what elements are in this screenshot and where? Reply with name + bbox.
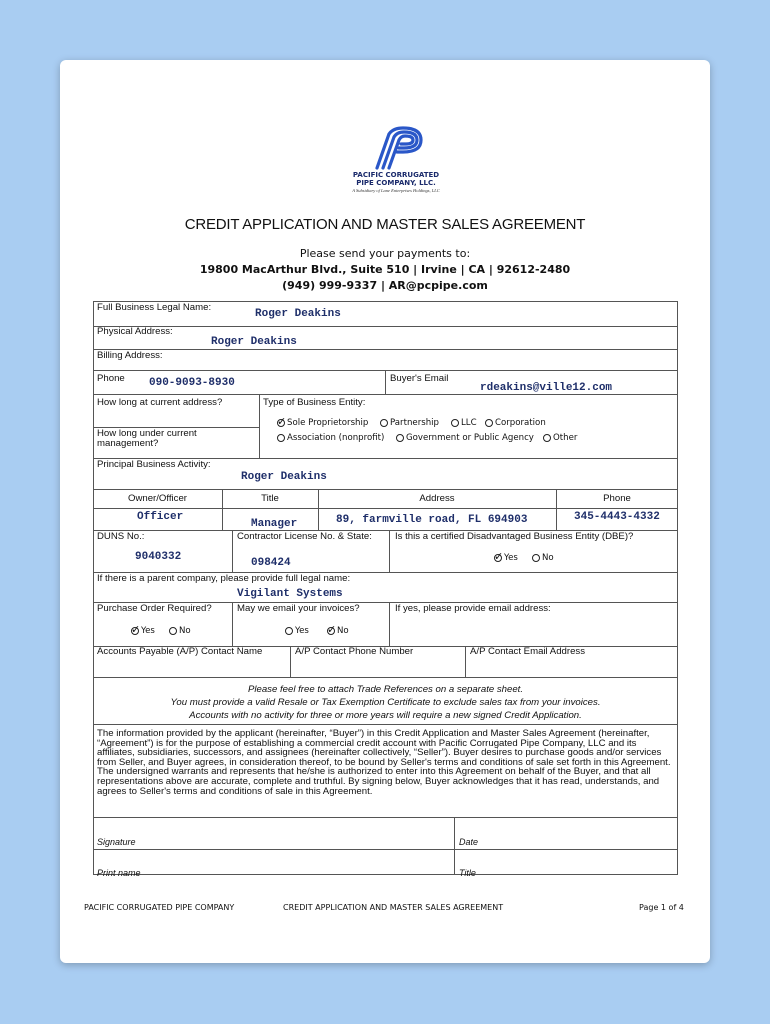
entity-option-llc[interactable]: LLC [451,418,477,428]
officer-header-address: Address [419,493,455,504]
footer-page-number: Page 1 of 4 [639,903,684,912]
entity-option-corporation[interactable]: Corporation [485,418,546,428]
officer-phone-field[interactable]: 345-4443-4332 [574,511,660,523]
check-icon: ✓ [327,623,337,636]
radio-selected-icon [277,415,287,428]
legal-name-label: Full Business Legal Name: [97,302,212,313]
officer-title-field[interactable]: Manager [251,518,298,530]
po-no-option[interactable]: No [169,626,191,636]
payment-address: 19800 MacArthur Blvd., Suite 510 | Irvine | CA | 92612-2480 [199,263,571,276]
parent-company-label: If there is a parent company, please provide full legal name: [97,573,351,584]
entity-option-association[interactable]: Association (nonprofit) [277,433,384,443]
logo-name-line1: PACIFIC CORRUGATED [352,171,440,179]
radio-icon [532,554,540,562]
payment-intro: Please send your payments to: [299,247,471,260]
footer-document-title: CREDIT APPLICATION AND MASTER SALES AGREEMENT [283,903,504,912]
radio-icon [543,434,551,442]
entity-option-other[interactable]: Other [543,433,577,443]
officer-role-field[interactable]: Officer [137,511,184,523]
principal-activity-label: Principal Business Activity: [97,459,211,470]
logo-name-line2: PIPE COMPANY, LLC. [356,179,436,187]
note-inactive-accounts: Accounts with no activity for three or more years will require a new signed Credit Application. [189,710,582,721]
print-name-field[interactable]: Print name [97,868,141,878]
radio-icon [451,419,459,427]
payment-contact: (949) 999-9337 | AR@pcpipe.com [282,279,488,292]
principal-activity-field[interactable]: Roger Deakins [241,471,327,483]
ap-contact-name-label: Accounts Payable (A/P) Contact Name [97,646,263,657]
dbe-no-option[interactable]: No [532,553,554,563]
legal-name-field[interactable]: Roger Deakins [255,308,341,320]
company-logo [326,126,476,196]
time-at-address-label: How long at current address? [97,397,223,408]
officer-address-field[interactable]: 89, farmville road, FL 694903 [336,514,528,526]
parent-company-field[interactable]: Vigilant Systems [237,588,343,600]
radio-icon [485,419,493,427]
email-invoices-label: May we email your invoices? [237,603,360,614]
radio-icon [277,434,285,442]
radio-icon [285,627,293,635]
entity-option-government[interactable]: Government or Public Agency [396,433,534,443]
radio-selected-icon [494,550,504,563]
ap-contact-email-label: A/P Contact Email Address [470,646,586,657]
physical-address-label: Physical Address: [97,326,173,337]
credit-application-form [93,301,678,878]
phone-label: Phone [97,373,125,384]
officer-header-owner: Owner/Officer [127,493,187,504]
email-invoices-yes-option[interactable]: Yes [285,626,309,636]
email-invoices-no-option[interactable]: ✓ No [327,623,349,636]
po-yes-option[interactable]: ✓ Yes [131,623,155,636]
phone-field[interactable]: 090-9093-8930 [149,377,235,389]
radio-selected-icon [327,623,337,636]
title-field[interactable]: Title [459,868,476,878]
logo-subsidiary-line: A Subsidiary of Lane Enterprises Holdings, LLC [352,188,440,193]
check-icon: ✓ [131,623,141,636]
footer-company: PACIFIC CORRUGATED PIPE COMPANY [84,903,235,912]
dbe-yes-option[interactable]: ✓ Yes [494,550,518,563]
contractor-license-label: Contractor License No. & State: [237,531,372,542]
physical-address-field[interactable]: Roger Deakins [211,336,297,348]
buyer-email-label: Buyer's Email [390,373,449,384]
buyer-email-field[interactable]: rdeakins@ville12.com [480,382,613,394]
duns-label: DUNS No.: [97,531,145,542]
duns-field[interactable]: 9040332 [135,551,182,563]
agreement-text: The information provided by the applicant (hereinafter, “Buyer”) in this Credit Application and Master Sales Agreement (hereinafter, “Agreement”) is for the purpose of establishing a commercial credit account with Pacific Corrugated Pipe Company, LLC and its affiliates, subsidiaries, successors, and assignees (hereinafter collectively, “Seller”). Buyer desires to purchase goods and/or services from Seller, and Buyer agrees, in consideration thereof, to be bound by Seller's terms and conditions of sale set forth in this Agreement. The undersigned warrants and represents that he/she is authorized to enter into this Agreement on behalf of the Buyer, and that all representations above are accurate, complete and truthful. By signing below, Buyer acknowledges that it has read, understands, and agrees to Seller's terms and conditions of sale in this Agreement. [97,728,671,797]
signature-field[interactable]: Signature [97,837,136,847]
dbe-label: Is this a certified Disadvantaged Business Entity (DBE)? [395,531,634,542]
entity-type-label: Type of Business Entity: [263,397,366,408]
contractor-license-field[interactable]: 098424 [251,557,291,569]
billing-address-label: Billing Address: [97,350,163,361]
pipe-logo-icon [371,126,431,170]
radio-selected-icon [131,623,141,636]
radio-icon [396,434,404,442]
note-tax-exemption: You must provide a valid Resale or Tax Exemption Certificate to exclude sales tax from your invoices. [170,697,601,708]
check-icon: ✓ [494,550,504,563]
radio-icon [169,627,177,635]
check-icon: ✓ [277,415,287,428]
date-field[interactable]: Date [459,837,479,847]
po-required-label: Purchase Order Required? [97,603,212,614]
officer-header-phone: Phone [603,493,631,504]
document-page [60,60,710,963]
ap-contact-phone-label: A/P Contact Phone Number [295,646,414,657]
entity-option-sole-proprietorship[interactable]: ✓ Sole Proprietorship [277,415,369,428]
document-title: CREDIT APPLICATION AND MASTER SALES AGREEMENT [184,216,586,233]
radio-icon [380,419,388,427]
invoice-email-label: If yes, please provide email address: [395,603,551,614]
note-trade-references: Please feel free to attach Trade References on a separate sheet. [247,684,523,695]
officer-header-title: Title [261,493,279,504]
entity-option-partnership[interactable]: Partnership [380,418,439,428]
time-under-management-label: How long under current management? [97,428,197,449]
